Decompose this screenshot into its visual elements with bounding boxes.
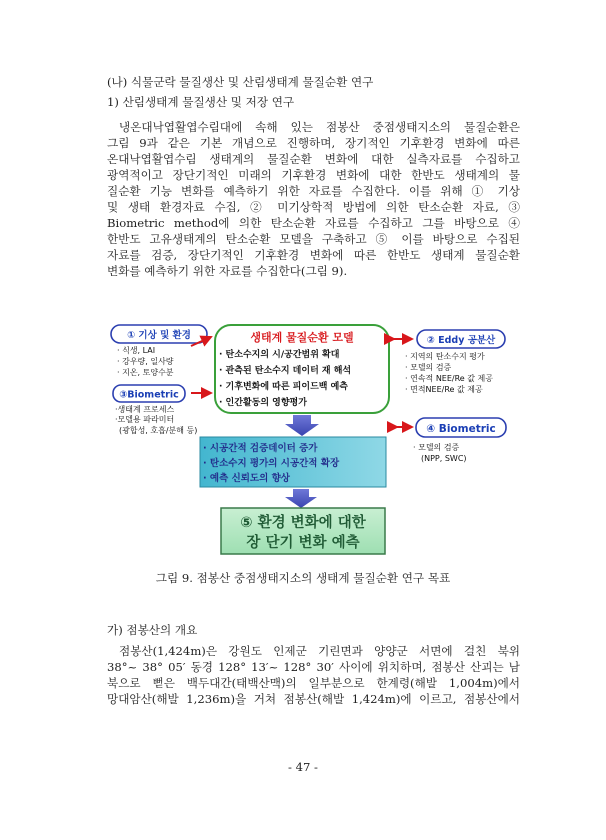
box4-item: (NPP, SWC) xyxy=(421,454,467,463)
box1-item: · 지온, 토양수분 xyxy=(117,368,174,377)
page-number: - 47 - xyxy=(288,760,318,774)
box2-item: · 연속적 NEE/Re 값 제공 xyxy=(405,374,493,383)
box3-item: (광합성, 호흡/분해 등) xyxy=(119,426,198,435)
center-item: · 기후변화에 따른 피이드백 예측 xyxy=(219,382,348,392)
center-title: 생태계 물질순환 모델 xyxy=(250,331,354,344)
heading-1: 1) 산림생태계 물질생산 및 저장 연구 xyxy=(107,95,295,109)
para1-line: 냉온대낙엽활엽수림대에 속해 있는 점봉산 중점생태지소의 물질순환은 xyxy=(119,120,520,134)
box3-item: ·모델용 파라미터 xyxy=(115,415,175,424)
box1-title: ① 기상 및 환경 xyxy=(127,330,191,341)
box2-title: ② Eddy 공분산 xyxy=(426,335,496,346)
paragraph-2 xyxy=(107,643,520,707)
paragraph-1 xyxy=(107,119,520,279)
band-item: · 예측 신뢰도의 향상 xyxy=(203,473,290,484)
band-item: · 시공간적 검증데이터 증가 xyxy=(203,443,318,454)
para2-line: 북으로 뻗은 백두대간(태백산맥)의 일부분으로 한계령(해발 1,004m)에서 xyxy=(107,676,520,690)
final-line: ⑤ 환경 변화에 대한 xyxy=(240,515,366,531)
box2-item: · 모델의 검증 xyxy=(405,363,452,372)
arrow-model-to-band xyxy=(285,415,319,436)
para2-line: 점봉산(1,424m)은 강원도 인제군 기린면과 양양군 서면에 걸친 북위 xyxy=(119,644,520,658)
band-item: · 탄소수지 평가의 시공간적 확장 xyxy=(203,458,340,469)
para2-line: 38°~ 38° 05′ 동경 128° 13′~ 128° 30′ 사이에 위치하며, 점봉산 산괴는 남 xyxy=(107,660,520,674)
para1-line: 광역적이고 장단기적인 미래의 기후환경 변화에 대한 한반도 생태계의 물 xyxy=(107,168,520,182)
para1-line: 한반도 고유생태계의 탄소순환 모델을 구축하고 ⑤ 이를 바탕으로 수집된 xyxy=(107,232,520,246)
para1-line: Biometric method에 의한 탄소순환 자료를 수집하고 그를 바탕으로 ④ xyxy=(107,216,520,230)
para1-line: 온대낙엽활엽수림 생태계의 물질순환 변화에 대한 실측자료를 수집하고 xyxy=(107,152,520,166)
para1-line: 자료를 검증, 장단기적인 기후환경 변화에 따른 한반도 생태계 물질순환 xyxy=(107,248,520,262)
center-item: · 탄소수지의 시/공간범위 확대 xyxy=(219,350,340,360)
box1-item: · 강우량, 일사량 xyxy=(117,357,174,366)
center-item: · 인간활동의 영향평가 xyxy=(219,398,307,408)
box2-item: · 면적NEE/Re 값 제공 xyxy=(405,385,483,394)
box3-title: ③Biometric xyxy=(119,389,179,401)
heading-ga: 가) 점봉산의 개요 xyxy=(107,623,198,637)
para1-line: 그림 9과 같은 기본 개념으로 진행하며, 장기적인 기후환경 변화에 따른 xyxy=(107,136,520,150)
para1-line: 질순환 기능 변화를 예측하기 위한 자료를 수집한다. 이를 위해 ① 기상 xyxy=(107,184,520,198)
carbon-cycle-diagram xyxy=(107,323,520,558)
heading-n: (나) 식물군락 물질생산 및 산림생태계 물질순환 연구 xyxy=(107,75,374,89)
box4-title: ④ Biometric xyxy=(426,423,496,435)
arrow-band-to-final xyxy=(285,489,317,508)
box4-item: · 모델의 검증 xyxy=(413,443,460,452)
para1-line: 및 생태 환경자료 수집, ② 미기상학적 방법에 의한 탄소순환 자료, ③ xyxy=(107,200,520,214)
para2-line: 망대암산(해발 1,236m)을 거쳐 점봉산(해발 1,424m)에 이르고, 점봉산에서 xyxy=(107,692,520,706)
center-item: · 관측된 탄소수지 데이터 재 해석 xyxy=(219,366,352,376)
box3-item: ·생태계 프로세스 xyxy=(115,405,175,414)
final-line: 장 단기 변화 예측 xyxy=(246,535,360,551)
box2-item: · 지역의 탄소수지 평가 xyxy=(405,352,485,361)
para1-line: 변화를 예측하기 위한 자료를 수집한다(그림 9). xyxy=(107,264,348,278)
box1-item: · 식생, LAI xyxy=(117,346,156,355)
figure-caption: 그림 9. 점봉산 중점생태지소의 생태계 물질순환 연구 목표 xyxy=(155,571,451,585)
